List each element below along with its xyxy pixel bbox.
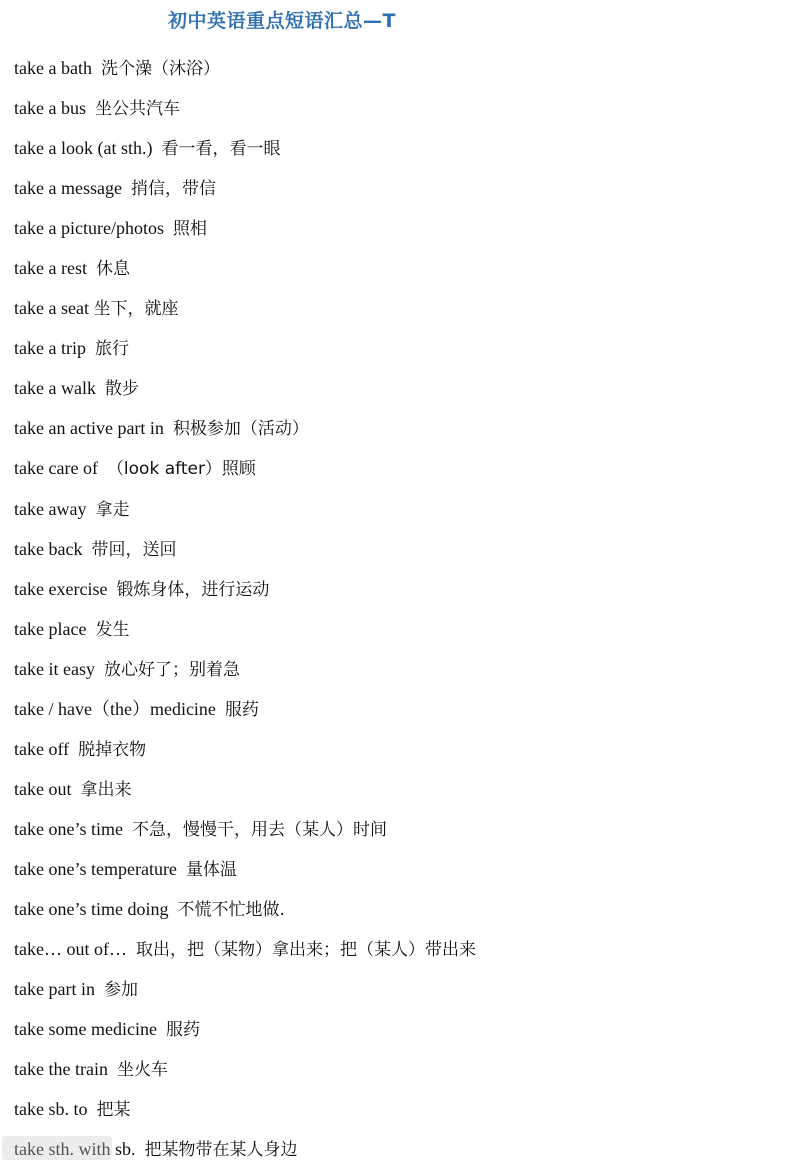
phrase-english: take sb. to bbox=[14, 1099, 88, 1120]
phrase-chinese: 看一看，看一眼 bbox=[161, 139, 281, 160]
phrase-english: take back bbox=[14, 538, 83, 559]
phrase-row bbox=[14, 689, 476, 729]
phrase-separator bbox=[157, 1019, 166, 1039]
phrase-chinese: 洗个澡（沐浴） bbox=[100, 59, 220, 79]
phrase-separator bbox=[108, 1059, 117, 1079]
phrase-english: take some medicine bbox=[14, 1019, 157, 1040]
phrase-chinese: 坐火车 bbox=[116, 1060, 168, 1081]
phrase-row bbox=[14, 569, 476, 609]
phrase-chinese: 坐公共汽车 bbox=[94, 99, 180, 120]
phrase-english: take place bbox=[14, 618, 87, 639]
phrase-row bbox=[14, 1009, 476, 1049]
phrase-english: take one’s time bbox=[14, 818, 123, 839]
phrase-english: take a trip bbox=[14, 338, 86, 359]
phrase-chinese: 拿出来 bbox=[80, 779, 132, 800]
phrase-separator bbox=[164, 418, 173, 438]
phrase-chinese: 放心好了；别着急 bbox=[103, 659, 240, 680]
phrase-row bbox=[14, 809, 476, 849]
phrase-separator bbox=[86, 338, 95, 358]
phrase-row bbox=[14, 248, 476, 288]
phrase-row bbox=[14, 168, 476, 208]
phrase-row bbox=[14, 929, 476, 969]
phrase-chinese: 积极参加（活动） bbox=[172, 419, 309, 440]
phrase-row bbox=[14, 1089, 476, 1129]
phrase-row bbox=[14, 849, 476, 889]
phrase-english: take the train bbox=[14, 1059, 108, 1080]
phrase-chinese: 带回，送回 bbox=[91, 539, 177, 560]
phrase-english: take a message bbox=[14, 178, 122, 199]
phrase-row bbox=[14, 769, 476, 809]
phrase-chinese: 服药 bbox=[224, 699, 259, 720]
phrase-separator bbox=[177, 859, 186, 879]
phrase-chinese: 照相 bbox=[172, 219, 207, 240]
phrase-row bbox=[14, 288, 476, 328]
phrase-chinese: （look after）照顾 bbox=[106, 459, 256, 480]
phrase-separator bbox=[95, 659, 104, 679]
phrase-separator bbox=[92, 58, 101, 78]
phrase-english: take a bath bbox=[14, 58, 92, 78]
phrase-english: take / have（the）medicine bbox=[14, 698, 216, 719]
phrase-row bbox=[14, 48, 476, 88]
phrase-separator bbox=[123, 819, 132, 839]
phrase-separator bbox=[164, 218, 173, 238]
phrase-separator bbox=[98, 458, 107, 478]
page-title: 初中英语重点短语汇总—T bbox=[168, 10, 396, 32]
phrase-chinese: 坐下，就座 bbox=[93, 299, 179, 320]
phrase-english: take a picture/photos bbox=[14, 218, 164, 239]
phrase-english: take off bbox=[14, 738, 70, 759]
phrase-row bbox=[14, 208, 476, 248]
phrase-row bbox=[14, 408, 476, 448]
phrase-chinese: 旅行 bbox=[94, 339, 129, 360]
phrase-english: take a rest bbox=[14, 258, 87, 279]
phrase-separator bbox=[96, 378, 105, 398]
phrase-english: take sth. with sb. bbox=[14, 1139, 136, 1160]
phrase-english: take away bbox=[14, 498, 87, 519]
phrase-row bbox=[14, 609, 476, 649]
phrase-english: take care of bbox=[14, 458, 98, 479]
watermark bbox=[2, 1136, 112, 1160]
phrase-english: take a walk bbox=[14, 378, 96, 399]
phrase-row bbox=[14, 729, 476, 769]
phrase-chinese: 散步 bbox=[104, 379, 139, 400]
phrase-chinese: 把某 bbox=[96, 1100, 131, 1121]
phrase-row bbox=[14, 88, 476, 128]
phrase-chinese: 把某物带在某人身边 bbox=[144, 1140, 298, 1161]
phrase-separator bbox=[95, 979, 104, 999]
phrase-row bbox=[14, 529, 476, 569]
phrase-english: take… out of… bbox=[14, 939, 127, 960]
phrase-chinese: 取出，把（某物）拿出来；把（某人）带出来 bbox=[135, 940, 476, 961]
phrase-row bbox=[14, 889, 476, 929]
phrase-chinese: 捎信，带信 bbox=[130, 179, 216, 200]
phrase-separator bbox=[69, 739, 78, 759]
phrase-chinese: 参加 bbox=[103, 980, 138, 1001]
phrase-english: take a look (at sth.) bbox=[14, 138, 153, 159]
phrase-english: take it easy bbox=[14, 658, 95, 679]
phrase-separator bbox=[88, 1099, 97, 1119]
phrase-chinese: 发生 bbox=[95, 619, 130, 640]
phrase-english: take a seat bbox=[14, 298, 89, 319]
phrase-row bbox=[14, 489, 476, 529]
phrase-list bbox=[14, 48, 476, 1169]
phrase-english: take a bus bbox=[14, 98, 86, 119]
phrase-chinese: 休息 bbox=[95, 259, 130, 280]
phrase-row bbox=[14, 649, 476, 689]
phrase-chinese: 不慌不忙地做. bbox=[177, 899, 285, 920]
phrase-chinese: 脱掉衣物 bbox=[78, 739, 147, 760]
phrase-chinese: 量体温 bbox=[185, 859, 237, 880]
phrase-row bbox=[14, 128, 476, 168]
phrase-chinese: 服药 bbox=[165, 1020, 200, 1041]
phrase-english: take one’s temperature bbox=[14, 858, 177, 879]
phrase-row bbox=[14, 1049, 476, 1089]
phrase-chinese: 锻炼身体，进行运动 bbox=[116, 579, 270, 600]
phrase-chinese: 不急，慢慢干，用去（某人）时间 bbox=[131, 819, 387, 840]
phrase-separator bbox=[87, 258, 96, 278]
phrase-row bbox=[14, 448, 476, 488]
phrase-separator bbox=[136, 1139, 145, 1159]
phrase-row bbox=[14, 368, 476, 408]
phrase-english: take one’s time doing bbox=[14, 898, 169, 919]
phrase-english: take part in bbox=[14, 979, 95, 1000]
phrase-row bbox=[14, 328, 476, 368]
phrase-separator bbox=[216, 699, 225, 719]
phrase-separator bbox=[122, 178, 131, 198]
phrase-english: take out bbox=[14, 778, 72, 799]
phrase-english: take an active part in bbox=[14, 418, 164, 439]
phrase-english: take exercise bbox=[14, 578, 108, 599]
phrase-separator bbox=[86, 98, 95, 118]
phrase-chinese: 拿走 bbox=[95, 499, 130, 520]
phrase-separator bbox=[127, 939, 136, 959]
phrase-row bbox=[14, 969, 476, 1009]
